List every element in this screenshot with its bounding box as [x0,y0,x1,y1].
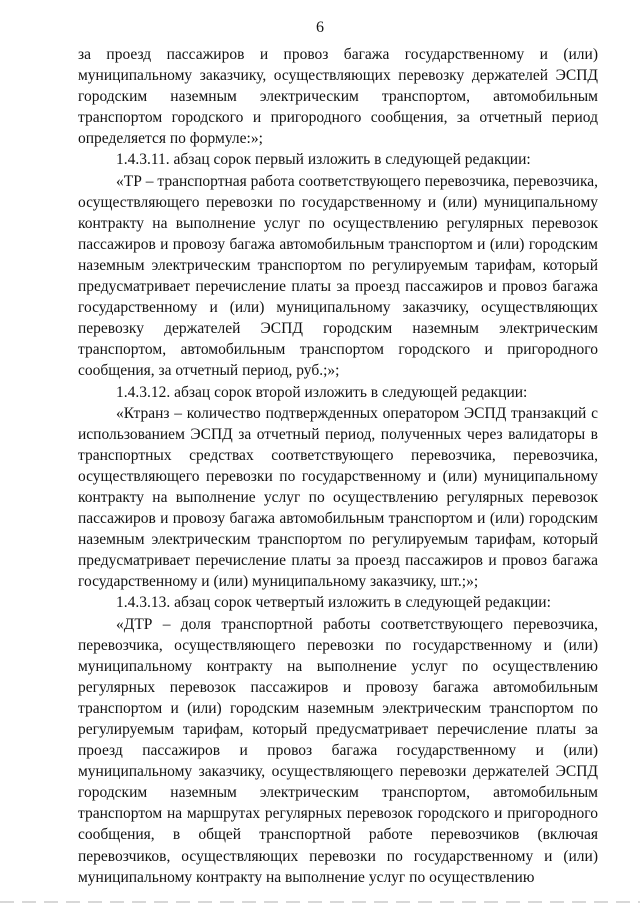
page-number: 6 [316,19,324,36]
paragraph-continuation: за проезд пассажиров и провоз багажа государственному и (или) муниципальному заказчику, осуществляющих перевозку держателей ЭСПД городским наземным электрическим транспортом, автомобильным транспортом городского и пригородного сообщения, за отчетный период определяется по формуле:»; [78,46,598,148]
document-body [78,44,598,888]
amendment-heading-1-4-3-13: 1.4.3.13. абзац сорок четвертый изложить в следующей редакции: [116,594,551,612]
scan-edge-artifact [0,901,640,903]
definition-tr: «ТР – транспортная работа соответствующего перевозчика, перевозчика, осуществляющего перевозки по государственному и (или) муниципальному контракту на выполнение услуг по осуществлению регулярных перевозок пассажиров и провозу багажа автомобильным транспортом и (или) городским наземным электрическим транспортом по регулируемым тарифам, который предусматривает перечисление платы за проезд пассажиров и провоз багажа государственному и (или) муниципальному заказчику, осуществляющих перевозку держателей ЭСПД городским наземным электрическим транспортом, автомобильным транспортом городского и пригородного сообщения, за отчетный период, руб.;»; [78,172,598,380]
definition-ktranz: «Ктранз – количество подтвержденных оператором ЭСПД транзакций с использованием ЭСПД за отчетный период, полученных через валидаторы в транспортных средствах соответствующего перевозчика, перевозчика, осуществляющего перевозки по государственному и (или) муниципальному контракту на выполнение услуг по осуществлению регулярных перевозок пассажиров и провозу багажа автомобильным транспортом и (или) городским наземным электрическим транспортом по регулируемым тарифам, который предусматривает перечисление платы за проезд пассажиров и провоз багажа государственному и (или) муниципальному заказчику, шт.;»; [78,404,598,591]
definition-dtr: «ДТР – доля транспортной работы соответствующего перевозчика, перевозчика, осуществляющего перевозки по государственному и (или) муниципальному контракту на выполнение услуг по осуществлению регулярных перевозок пассажиров и провозу багажа автомобильным транспортом и (или) городским наземным электрическим транспортом по регулируемым тарифам, который предусматривает перечисление платы за проезд пассажиров и провоз багажа государственному и (или) муниципальному заказчику, осуществляющего перевозки держателей ЭСПД городским наземным электрическим транспортом, автомобильным транспортом на маршрутах регулярных перевозок городского и пригородного сообщения, в общей транспортной работе перевозчиков (включая перевозчиков, осуществляющих перевозки по государственному и (или) муниципальному контракту на выполнение услуг по осуществлению [78,615,598,886]
amendment-heading-1-4-3-11: 1.4.3.11. абзац сорок первый изложить в следующей редакции: [116,151,531,169]
amendment-heading-1-4-3-12: 1.4.3.12. абзац сорок второй изложить в следующей редакции: [116,383,528,401]
